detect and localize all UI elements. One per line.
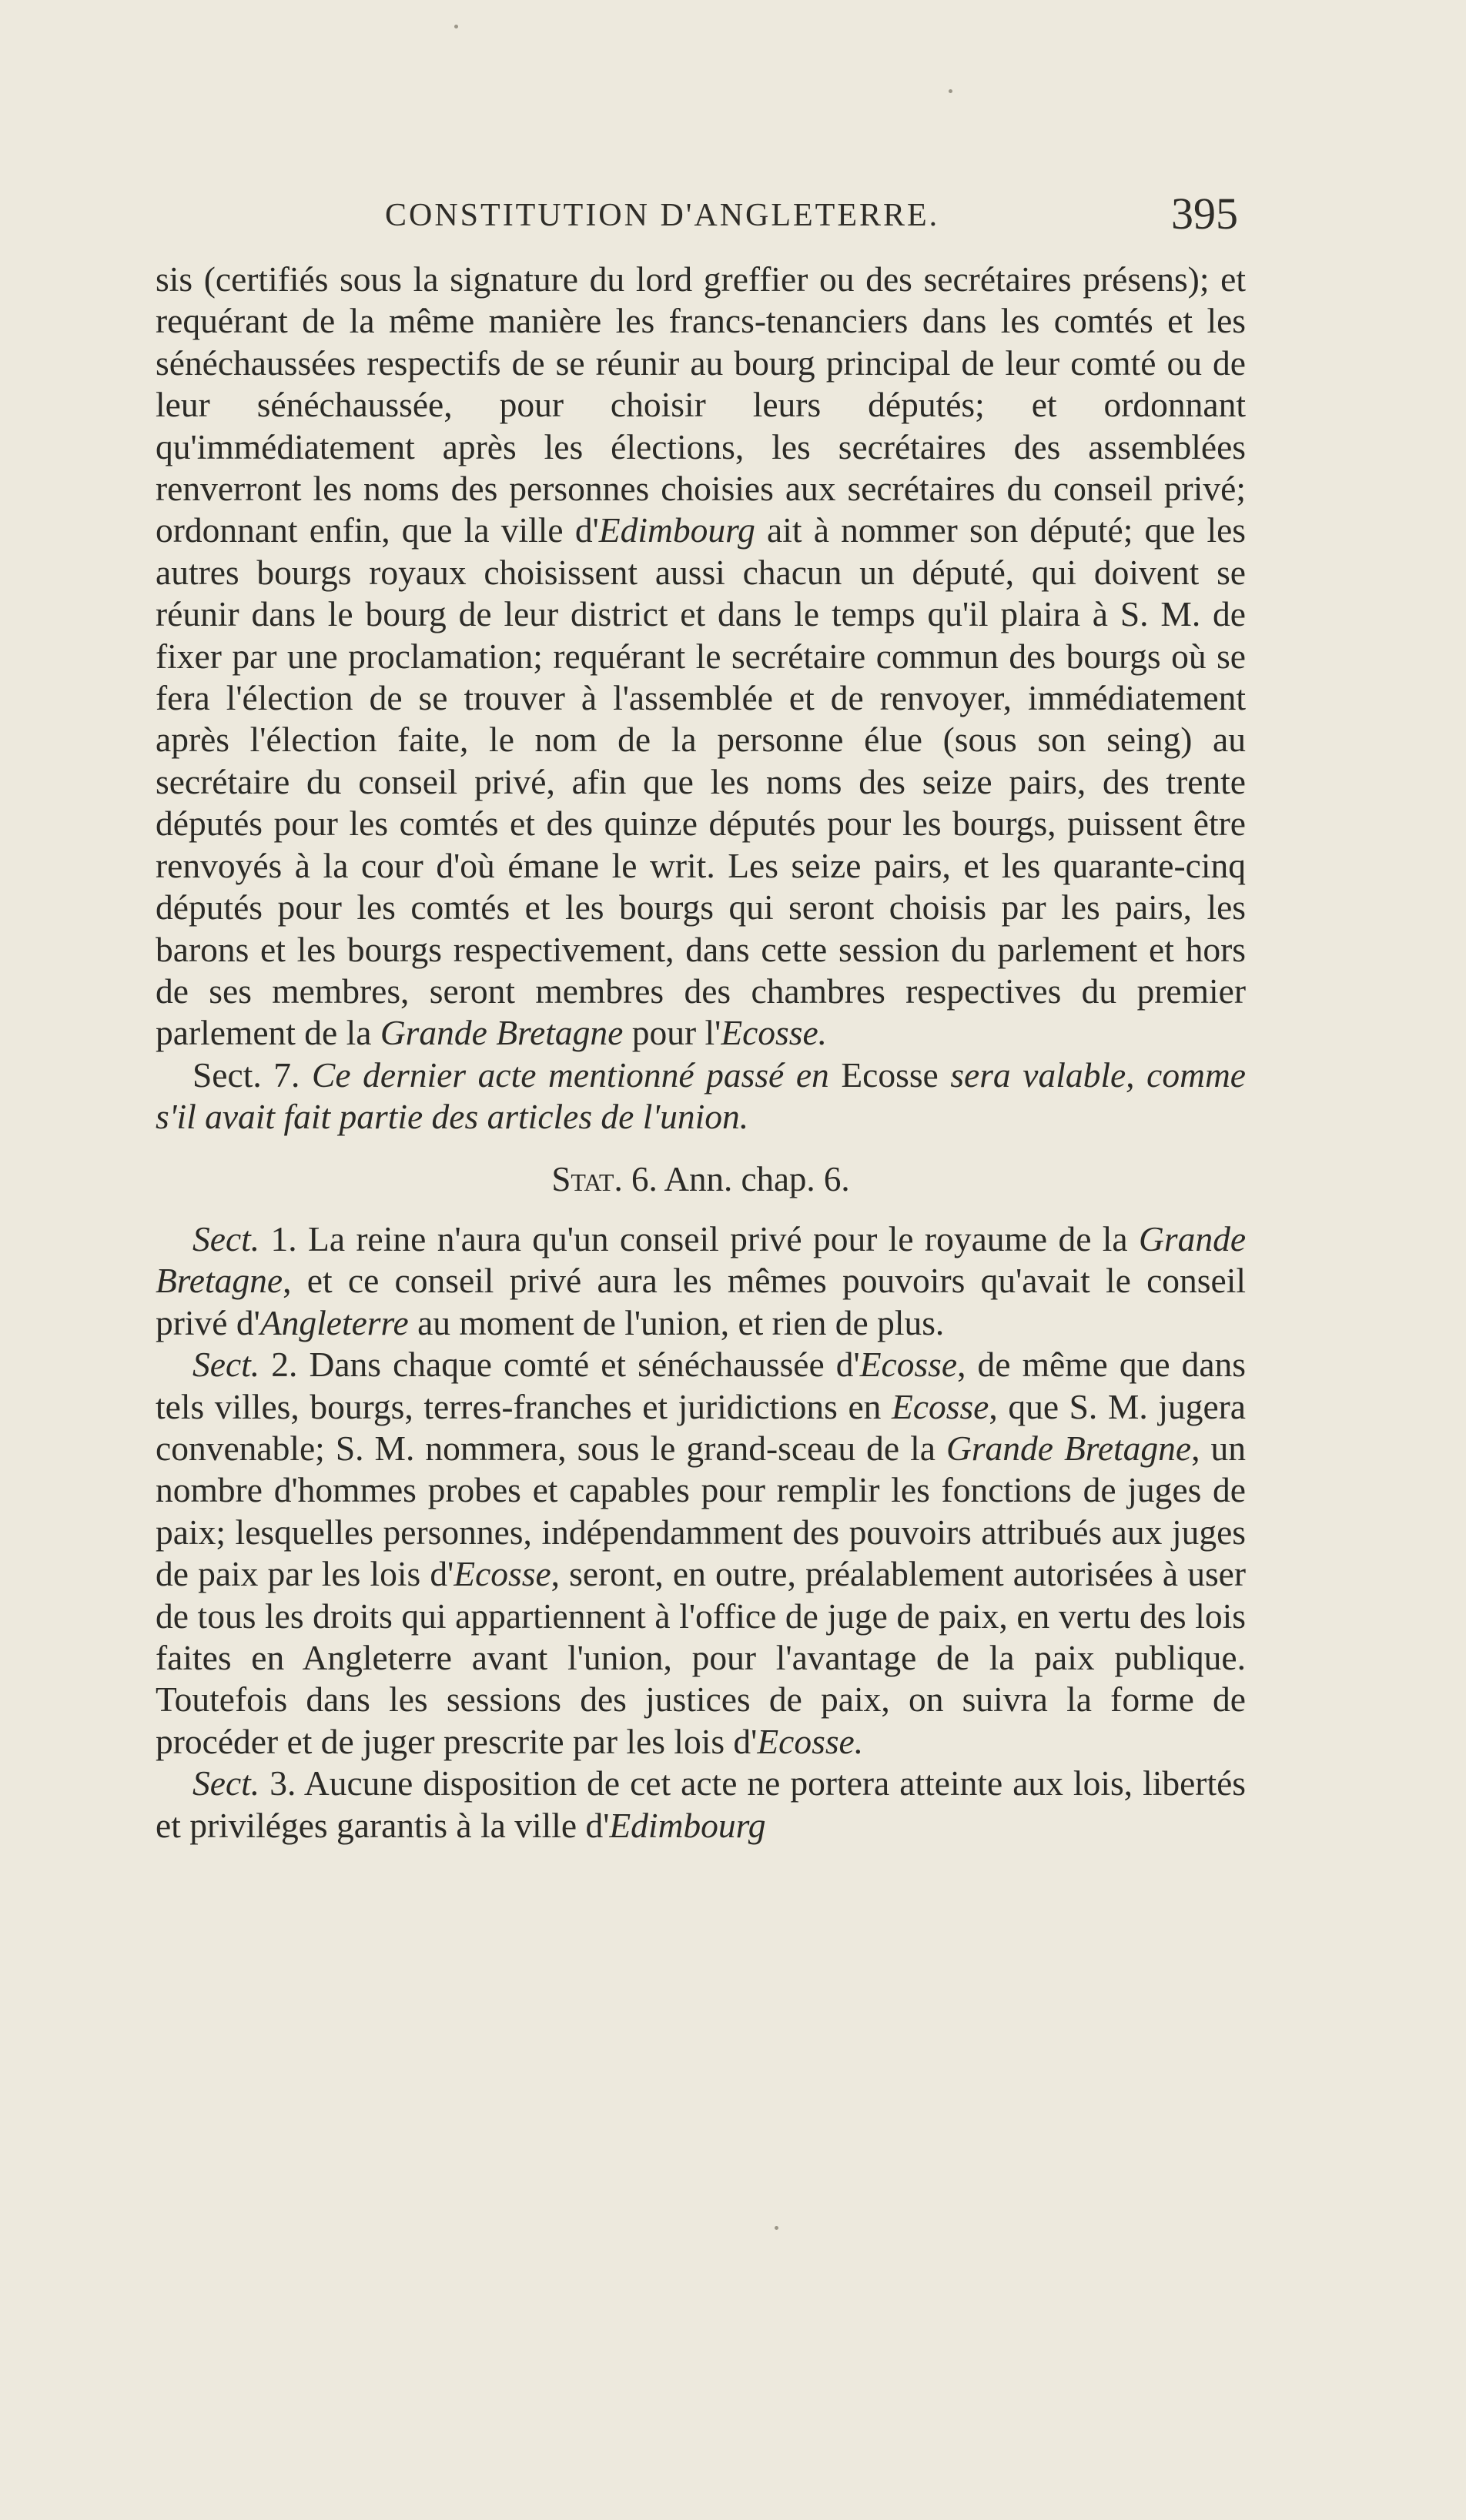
paragraph-sect-7	[156, 1054, 1246, 1138]
paragraph-sect-3	[156, 1763, 1246, 1847]
place-name: Ecosse	[892, 1386, 989, 1426]
place-name: Ecosse	[454, 1554, 551, 1594]
running-title: CONSTITUTION D'ANGLETERRE.	[385, 198, 940, 233]
text-run: pour l'	[623, 1013, 721, 1053]
place-name: Ecosse.	[721, 1013, 828, 1053]
statute-heading	[156, 1158, 1246, 1200]
paper-speck	[949, 89, 952, 93]
statute-prefix: Stat.	[551, 1159, 623, 1198]
text-run: Ce dernier acte mentionné passé en	[300, 1054, 842, 1095]
text-run: , que S. M. jugera convenable; S. M. nommera, sous le grand-sceau de la	[156, 1386, 1246, 1468]
section-label: Sect. 7.	[192, 1054, 300, 1095]
place-name: Edimbourg	[598, 510, 755, 550]
section-number: 2.	[259, 1345, 298, 1385]
place-name: Edimbourg	[609, 1805, 766, 1845]
text-run: , un nombre d'hommes probes et capables pour remplir les fonctions de juges de paix; lesquelles personnes, indépendamment des pouvoirs attribués aux juges de paix par les lois d'	[156, 1428, 1246, 1594]
text-run: , seront, en outre, préalablement autorisées à user de tous les droits qui appartiennent à l'office de juge de paix, en vertu des lois faites en Angleterre avant l'union, pour l'avantage de la paix publique. Toutefois dans les sessions des justices de paix, on suivra la forme de procéder et de juger prescrite par les lois d'	[156, 1554, 1246, 1761]
section-number: 1.	[259, 1218, 297, 1258]
place-name: Angleterre	[259, 1302, 409, 1342]
place-name: Ecosse	[859, 1345, 958, 1385]
place-name: Ecosse	[841, 1054, 939, 1095]
text-run: sis (certifiés sous la signature du lord greffier ou des secrétaires présens); et requérant de la même manière les francs-tenanciers dans les comtés et les sénéchaussées respectifs de se réunir au bourg principal de leur comté ou de leur sénéchaussée, pour choisir leurs députés; et ordonnant qu'immédiatement après les élections, les secrétaires des assemblées renverront les noms des personnes choisies aux secrétaires du conseil privé; ordonnant enfin, que la ville d'	[156, 259, 1246, 550]
place-name: Grande Bretagne	[156, 1218, 1247, 1301]
text-run: ait à nommer son député; que les autres bourgs royaux choisissent aussi chacun un député, qui doivent se réunir dans le bourg de leur district et dans le temps qu'il plaira à S. M. de fixer par une proclamation; requérant le secrétaire commun des bourgs où se fera l'élection de se trouver à l'assemblée et de renvoyer, immédiatement après l'élection faite, le nom de la personne élue (sous son seing) au secrétaire du conseil privé, afin que les noms des seize pairs, des trente députés pour les comtés et des quinze députés pour les bourgs, puissent être renvoyés à la cour d'où émane le writ. Les seize pairs, et les quarante-cinq députés pour les comtés et les bourgs qui seront choisis par les pairs, les barons et les bourgs respectivement, dans cette session du parlement et hors de ses membres, seront membres des chambres respectives du premier parlement de la	[156, 510, 1247, 1053]
text-run: Dans chaque comté et sénéchaussée d'	[297, 1345, 860, 1385]
paragraph-sect-1	[156, 1218, 1246, 1344]
paper-speck	[775, 2226, 778, 2230]
place-name: Ecosse.	[757, 1721, 864, 1761]
page-body	[156, 259, 1246, 1847]
paper-speck	[454, 25, 458, 28]
place-name: Grande Bretagne	[946, 1428, 1192, 1468]
statute-reference: 6. Ann. chap. 6.	[622, 1159, 850, 1198]
text-run: , et ce conseil privé aura les mêmes pouvoirs qu'avait le conseil privé d'	[156, 1261, 1246, 1342]
text-run: La reine n'aura qu'un conseil privé pour le royaume de la	[296, 1218, 1139, 1258]
place-name: Grande Bretagne	[380, 1013, 624, 1053]
section-label: Sect.	[192, 1345, 260, 1385]
section-label: Sect.	[192, 1763, 260, 1803]
text-run: Aucune disposition de cet acte ne portera atteinte aux lois, libertés et priviléges garantis à la ville d'	[156, 1763, 1246, 1845]
paragraph-sect-2	[156, 1344, 1246, 1763]
section-number: 3.	[259, 1763, 296, 1803]
text-run: au moment de l'union, et rien de plus.	[408, 1302, 945, 1342]
page-header	[154, 189, 1247, 246]
section-label: Sect.	[192, 1218, 260, 1258]
paragraph-continued	[156, 259, 1246, 1054]
page-number: 395	[1171, 189, 1238, 239]
text-run: , de même que dans tels villes, bourgs, terres-franches et juridictions en	[156, 1345, 1247, 1426]
text-run: sera valable, comme s'il avait fait partie des articles de l'union.	[156, 1054, 1246, 1137]
